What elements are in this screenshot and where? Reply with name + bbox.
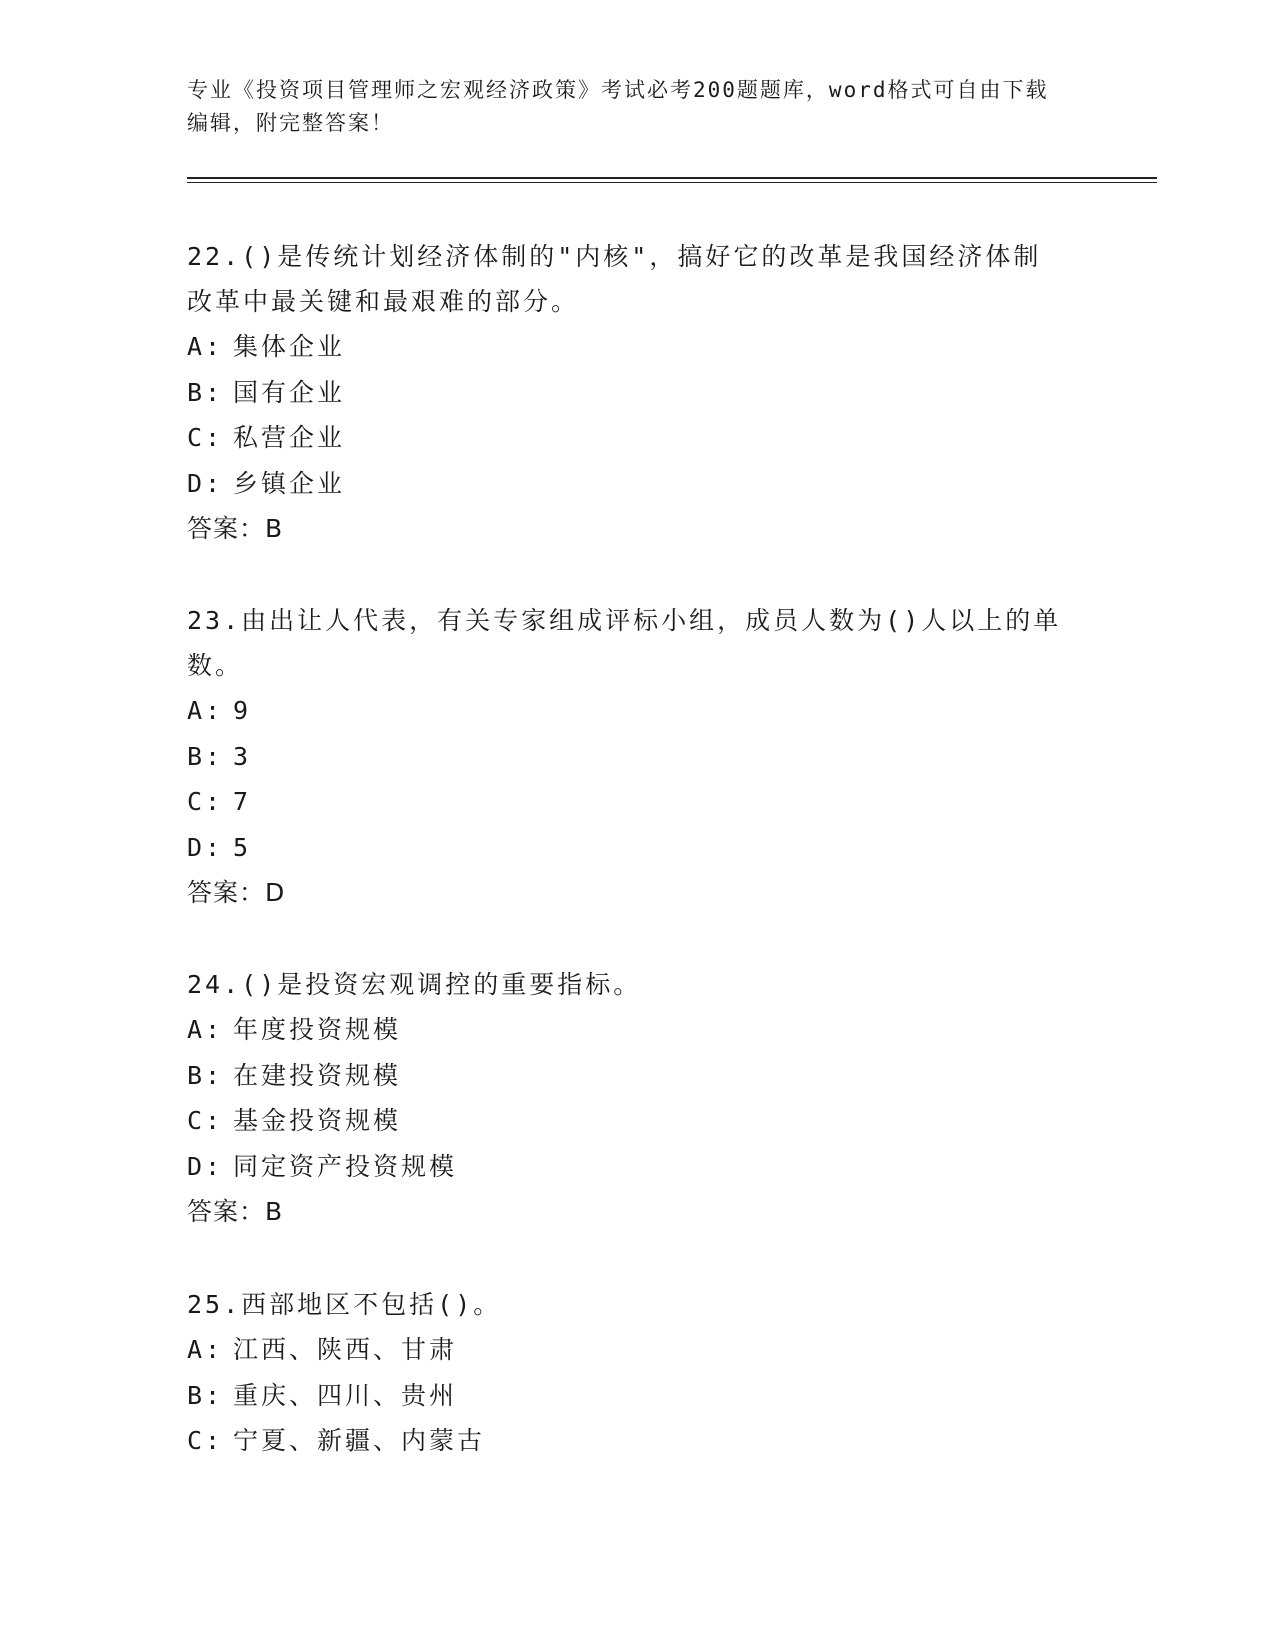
- option-text: 江西、陕西、甘肃: [233, 1335, 458, 1364]
- question-text: [187, 234, 1067, 324]
- option-text: 同定资产投资规模: [233, 1151, 458, 1181]
- question-23: [187, 598, 1067, 916]
- option-text: 国有企业: [233, 377, 346, 407]
- option-text: 宁夏、新疆、内蒙古: [233, 1426, 486, 1455]
- answer-line: 答案：B: [187, 514, 284, 543]
- option-b: [187, 370, 1067, 416]
- option-a: [187, 1327, 1067, 1373]
- question-number: 22.: [187, 242, 242, 271]
- option-text: 9: [233, 696, 252, 725]
- option-text: 3: [233, 741, 252, 771]
- option-letter: A:: [187, 332, 224, 361]
- option-d: [187, 461, 1067, 507]
- question-body: ()是投资宏观调控的重要指标。: [241, 970, 642, 999]
- option-letter: C:: [187, 1106, 224, 1135]
- question-24: [187, 962, 1067, 1235]
- option-c: [187, 1098, 1067, 1144]
- header-divider-thin: [187, 182, 1157, 183]
- option-d: [187, 825, 1067, 871]
- option-b: [187, 1373, 1067, 1419]
- question-number: 25.: [187, 1290, 242, 1319]
- question-body: 由出让人代表，有关专家组成评标小组，成员人数为()人以上的单数。: [187, 606, 1062, 680]
- question-body: 西部地区不包括()。: [241, 1290, 502, 1319]
- option-letter: A:: [187, 1015, 224, 1044]
- question-text: [187, 962, 1067, 1007]
- option-text: 重庆、四川、贵州: [233, 1380, 458, 1410]
- option-text: 7: [233, 787, 252, 816]
- question-number: 24.: [187, 970, 242, 999]
- option-text: 私营企业: [233, 423, 346, 452]
- option-b: [187, 734, 1067, 780]
- option-a: [187, 1007, 1067, 1053]
- option-b: [187, 1053, 1067, 1099]
- option-letter: A:: [187, 1335, 224, 1364]
- question-text: [187, 598, 1067, 688]
- option-d: [187, 1144, 1067, 1190]
- option-letter: B:: [187, 1060, 224, 1090]
- question-22: [187, 234, 1067, 552]
- question-25: [187, 1282, 1067, 1464]
- option-c: [187, 415, 1067, 461]
- question-body: ()是传统计划经济体制的"内核"，搞好它的改革是我国经济体制改革中最关键和最艰难的部分。: [187, 242, 1042, 316]
- option-letter: D:: [187, 468, 224, 498]
- option-text: 年度投资规模: [233, 1015, 402, 1044]
- option-letter: A:: [187, 696, 224, 725]
- option-letter: C:: [187, 423, 224, 452]
- option-a: [187, 324, 1067, 370]
- option-letter: B:: [187, 741, 224, 771]
- option-text: 乡镇企业: [233, 468, 346, 498]
- question-number: 23.: [187, 606, 242, 635]
- option-letter: C:: [187, 1426, 224, 1455]
- header-divider-thick: [187, 177, 1157, 179]
- answer-line: 答案：D: [187, 878, 286, 907]
- option-c: [187, 1418, 1067, 1464]
- document-header: 专业《投资项目管理师之宏观经济政策》考试必考200题题库，word格式可自由下载编辑，附完整答案！: [187, 78, 1049, 135]
- answer-line: 答案：B: [187, 1197, 284, 1226]
- option-c: [187, 779, 1067, 825]
- option-letter: D:: [187, 1151, 224, 1181]
- option-text: 基金投资规模: [233, 1106, 402, 1135]
- option-text: 集体企业: [233, 332, 346, 361]
- option-letter: B:: [187, 1380, 224, 1410]
- question-text: [187, 1282, 1067, 1327]
- option-text: 在建投资规模: [233, 1060, 402, 1090]
- option-text: 5: [233, 832, 252, 862]
- option-a: [187, 688, 1067, 734]
- option-letter: D:: [187, 832, 224, 862]
- option-letter: C:: [187, 787, 224, 816]
- option-letter: B:: [187, 377, 224, 407]
